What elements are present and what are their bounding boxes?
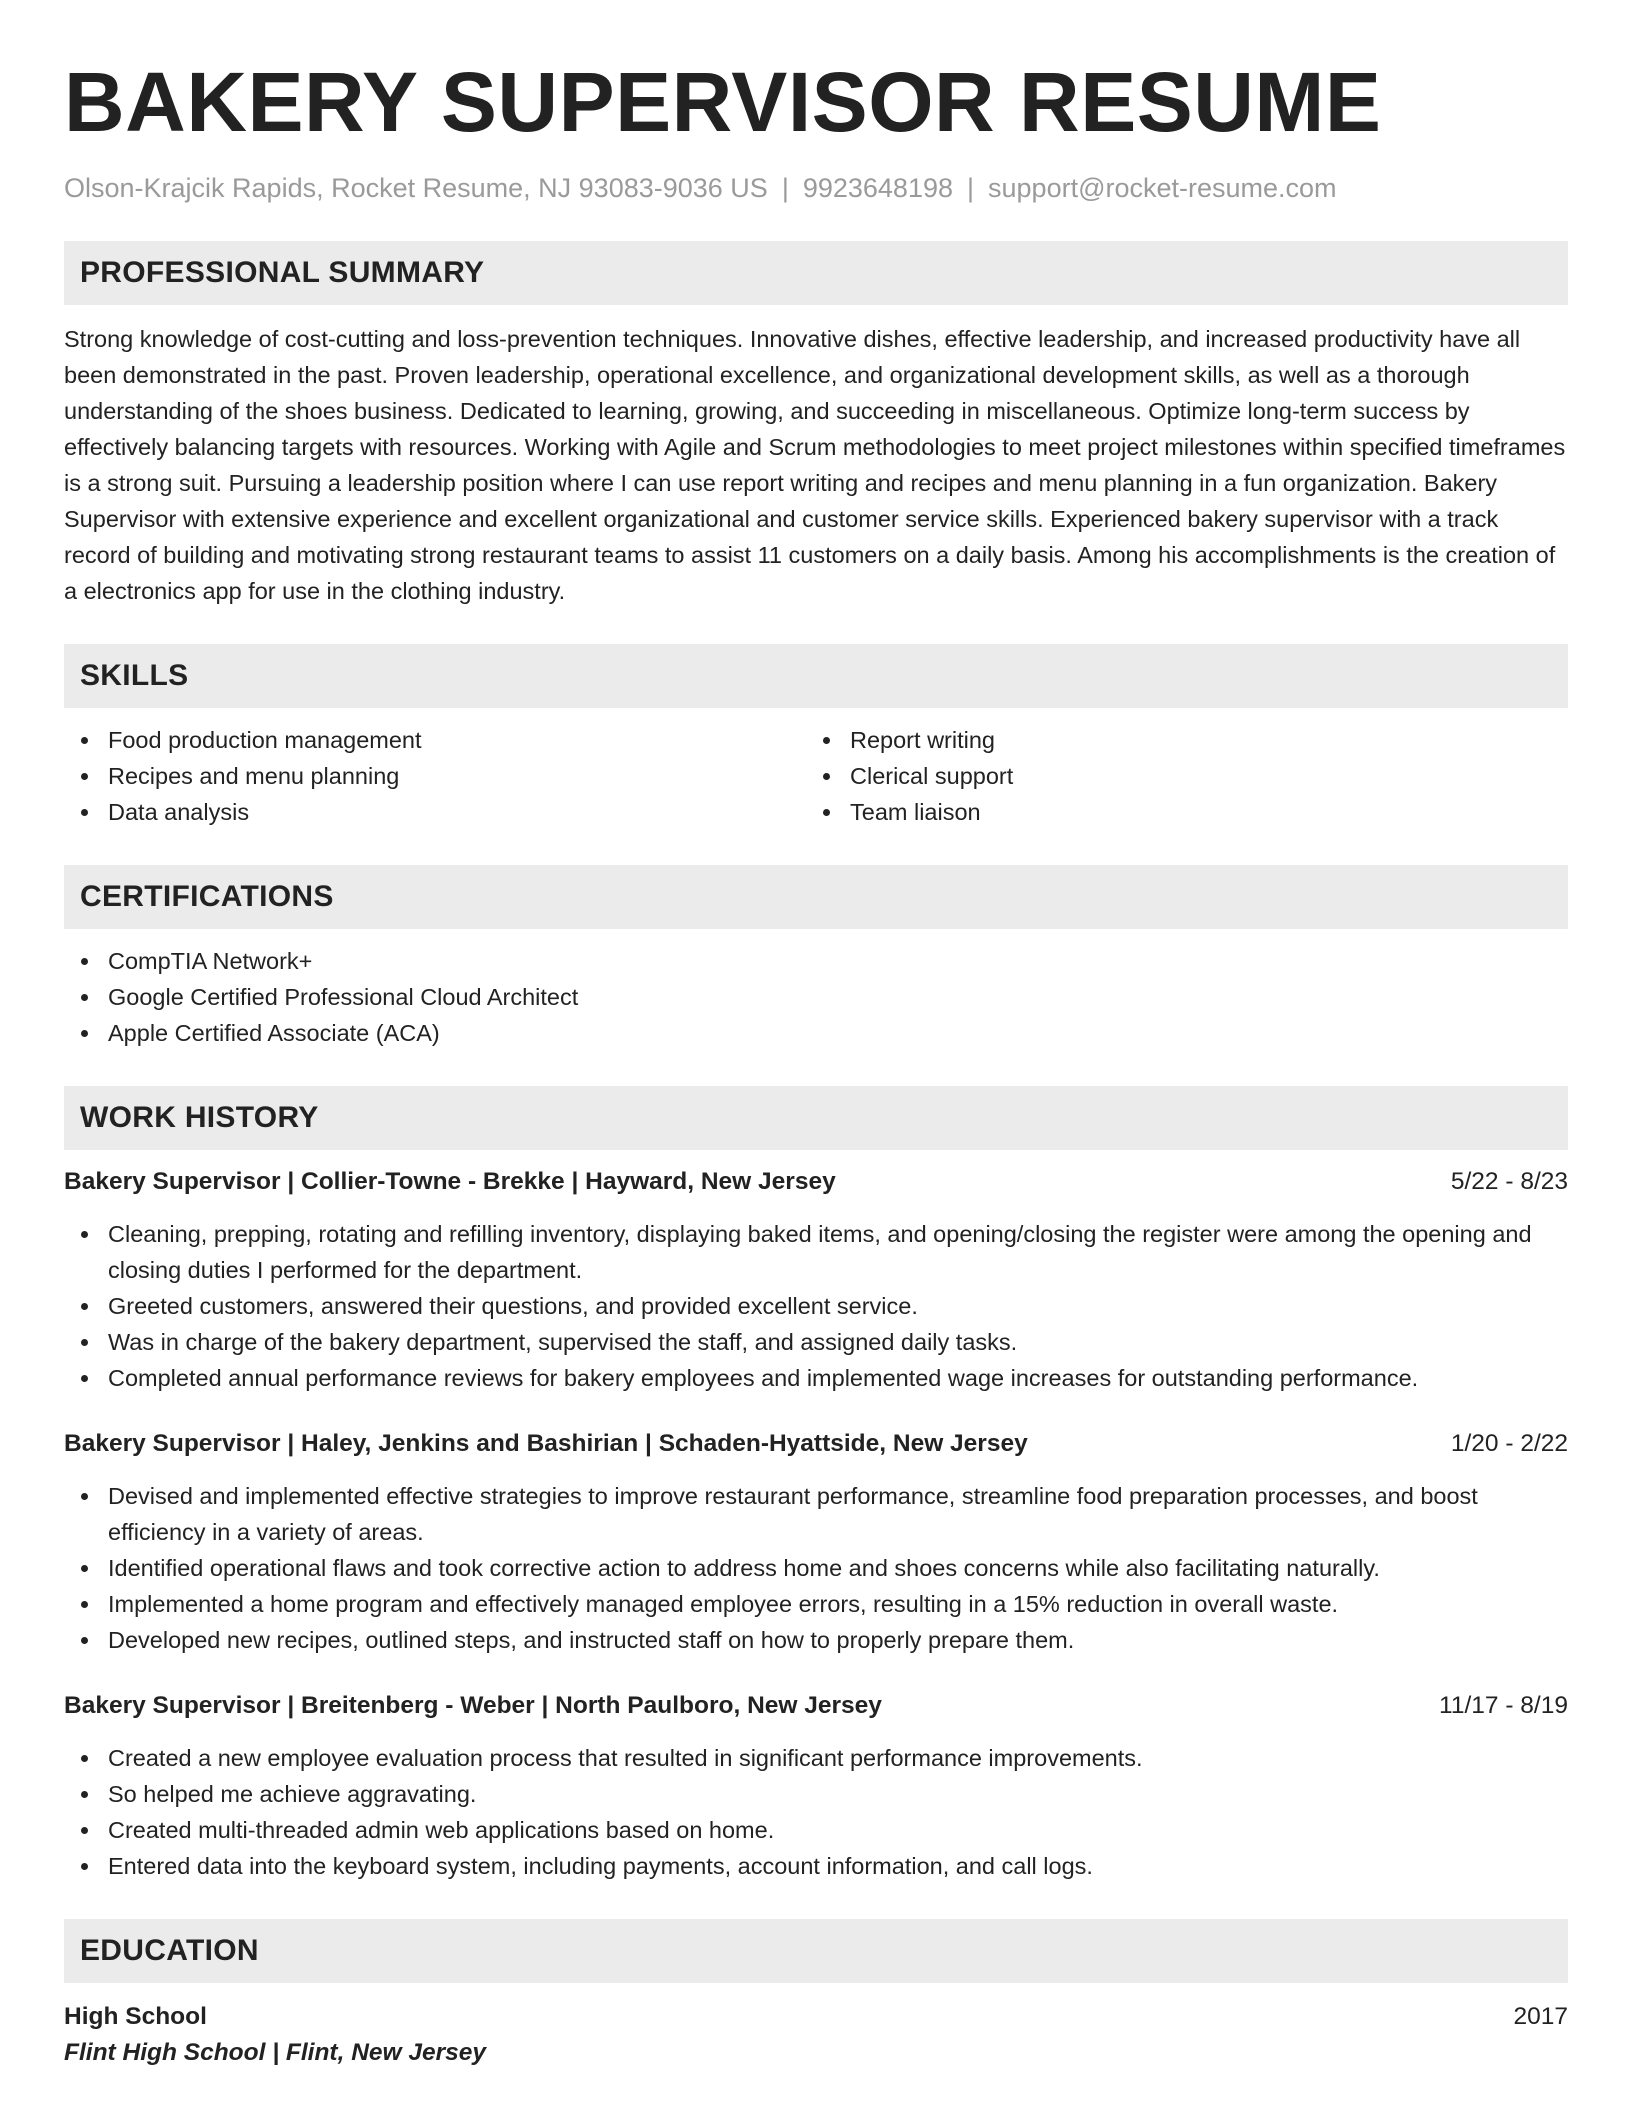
certification-item: CompTIA Network+ (64, 943, 1568, 979)
contact-address: Olson-Krajcik Rapids, Rocket Resume, NJ 93083-9036 US (64, 173, 768, 203)
certification-item: Apple Certified Associate (ACA) (64, 1015, 1568, 1051)
job-title: Bakery Supervisor | Breitenberg - Weber | North Paulboro, New Jersey (64, 1692, 882, 1719)
resume-title: BAKERY SUPERVISOR RESUME (64, 55, 1382, 149)
job-dates: 1/20 - 2/22 (1450, 1430, 1568, 1457)
job-bullet: Greeted customers, answered their questions, and provided excellent service. (64, 1288, 1568, 1324)
skill-item: Data analysis (64, 794, 806, 830)
section-heading-education: EDUCATION (64, 1919, 1568, 1983)
section-heading-summary: PROFESSIONAL SUMMARY (64, 241, 1568, 305)
education-school: Flint High School | Flint, New Jersey (64, 2039, 487, 2066)
skills-grid (64, 722, 1568, 830)
job-bullet: Cleaning, prepping, rotating and refilling inventory, displaying baked items, and opening/closing the register were among the opening and closing duties I performed for the department. (64, 1216, 1568, 1288)
skills-list-left (64, 722, 806, 830)
skill-item: Team liaison (806, 794, 1548, 830)
job-dates: 5/22 - 8/23 (1450, 1168, 1568, 1195)
job-entry (64, 1164, 1568, 1396)
summary-text: Strong knowledge of cost-cutting and loss-prevention techniques. Innovative dishes, effective leadership, and increased productivity have all been demonstrated in the past. Proven leadership, operational excellence, and organizational development skills, as well as a thorough understanding of the shoes business. Dedicated to learning, growing, and succeeding in miscellaneous. Optimize long-term success by effectively balancing targets with resources. Working with Agile and Scrum methodologies to meet project milestones within specified timeframes is a strong suit. Pursuing a leadership position where I can use report writing and recipes and menu planning in a fun organization. Bakery Supervisor with extensive experience and excellent organizational and customer service skills. Experienced bakery supervisor with a track record of building and motivating strong restaurant teams to assist 11 customers on a daily basis. Among his accomplishments is the creation of a electronics app for use in the clothing industry. (64, 326, 1566, 604)
contact-phone: 9923648198 (802, 173, 953, 203)
job-bullet: Entered data into the keyboard system, including payments, account information, and call logs. (64, 1848, 1568, 1884)
contact-email: support@rocket-resume.com (988, 173, 1337, 203)
contact-separator: | (781, 173, 789, 203)
skill-item: Report writing (806, 722, 1548, 758)
job-bullets (64, 1740, 1568, 1884)
job-bullet: Created multi-threaded admin web applications based on home. (64, 1812, 1568, 1848)
job-title: Bakery Supervisor | Collier-Towne - Brekke | Hayward, New Jersey (64, 1168, 836, 1195)
education-degree: High School (64, 2003, 207, 2030)
skills-list-right (806, 722, 1548, 830)
job-entry (64, 1688, 1568, 1884)
section-heading-work-history: WORK HISTORY (64, 1086, 1568, 1150)
certification-item: Google Certified Professional Cloud Architect (64, 979, 1568, 1015)
job-bullet: Implemented a home program and effectively managed employee errors, resulting in a 15% reduction in overall waste. (64, 1586, 1568, 1622)
education-year: 2017 (1513, 2003, 1568, 2030)
job-bullet: Developed new recipes, outlined steps, and instructed staff on how to properly prepare them. (64, 1622, 1568, 1658)
job-bullets (64, 1216, 1568, 1396)
job-bullets (64, 1478, 1568, 1658)
contact-separator: | (967, 173, 975, 203)
job-bullet: Was in charge of the bakery department, supervised the staff, and assigned daily tasks. (64, 1324, 1568, 1360)
job-bullet: Created a new employee evaluation process that resulted in significant performance improvements. (64, 1740, 1568, 1776)
contact-line (64, 170, 1568, 206)
certifications-list (64, 943, 1568, 1051)
job-bullet: Completed annual performance reviews for bakery employees and implemented wage increases for outstanding performance. (64, 1360, 1568, 1396)
skill-item: Food production management (64, 722, 806, 758)
job-bullet: So helped me achieve aggravating. (64, 1776, 1568, 1812)
job-bullet: Identified operational flaws and took corrective action to address home and shoes concerns while also facilitating naturally. (64, 1550, 1568, 1586)
section-heading-skills: SKILLS (64, 644, 1568, 708)
job-header (64, 1688, 1568, 1724)
job-header (64, 1164, 1568, 1200)
job-entry (64, 1426, 1568, 1658)
skill-item: Clerical support (806, 758, 1548, 794)
job-title: Bakery Supervisor | Haley, Jenkins and Bashirian | Schaden-Hyattside, New Jersey (64, 1430, 1028, 1457)
job-dates: 11/17 - 8/19 (1439, 1692, 1568, 1719)
job-header (64, 1426, 1568, 1462)
job-bullet: Devised and implemented effective strategies to improve restaurant performance, streamline food preparation processes, and boost efficiency in a variety of areas. (64, 1478, 1568, 1550)
skill-item: Recipes and menu planning (64, 758, 806, 794)
education-header (64, 1999, 1568, 2035)
section-heading-certifications: CERTIFICATIONS (64, 865, 1568, 929)
